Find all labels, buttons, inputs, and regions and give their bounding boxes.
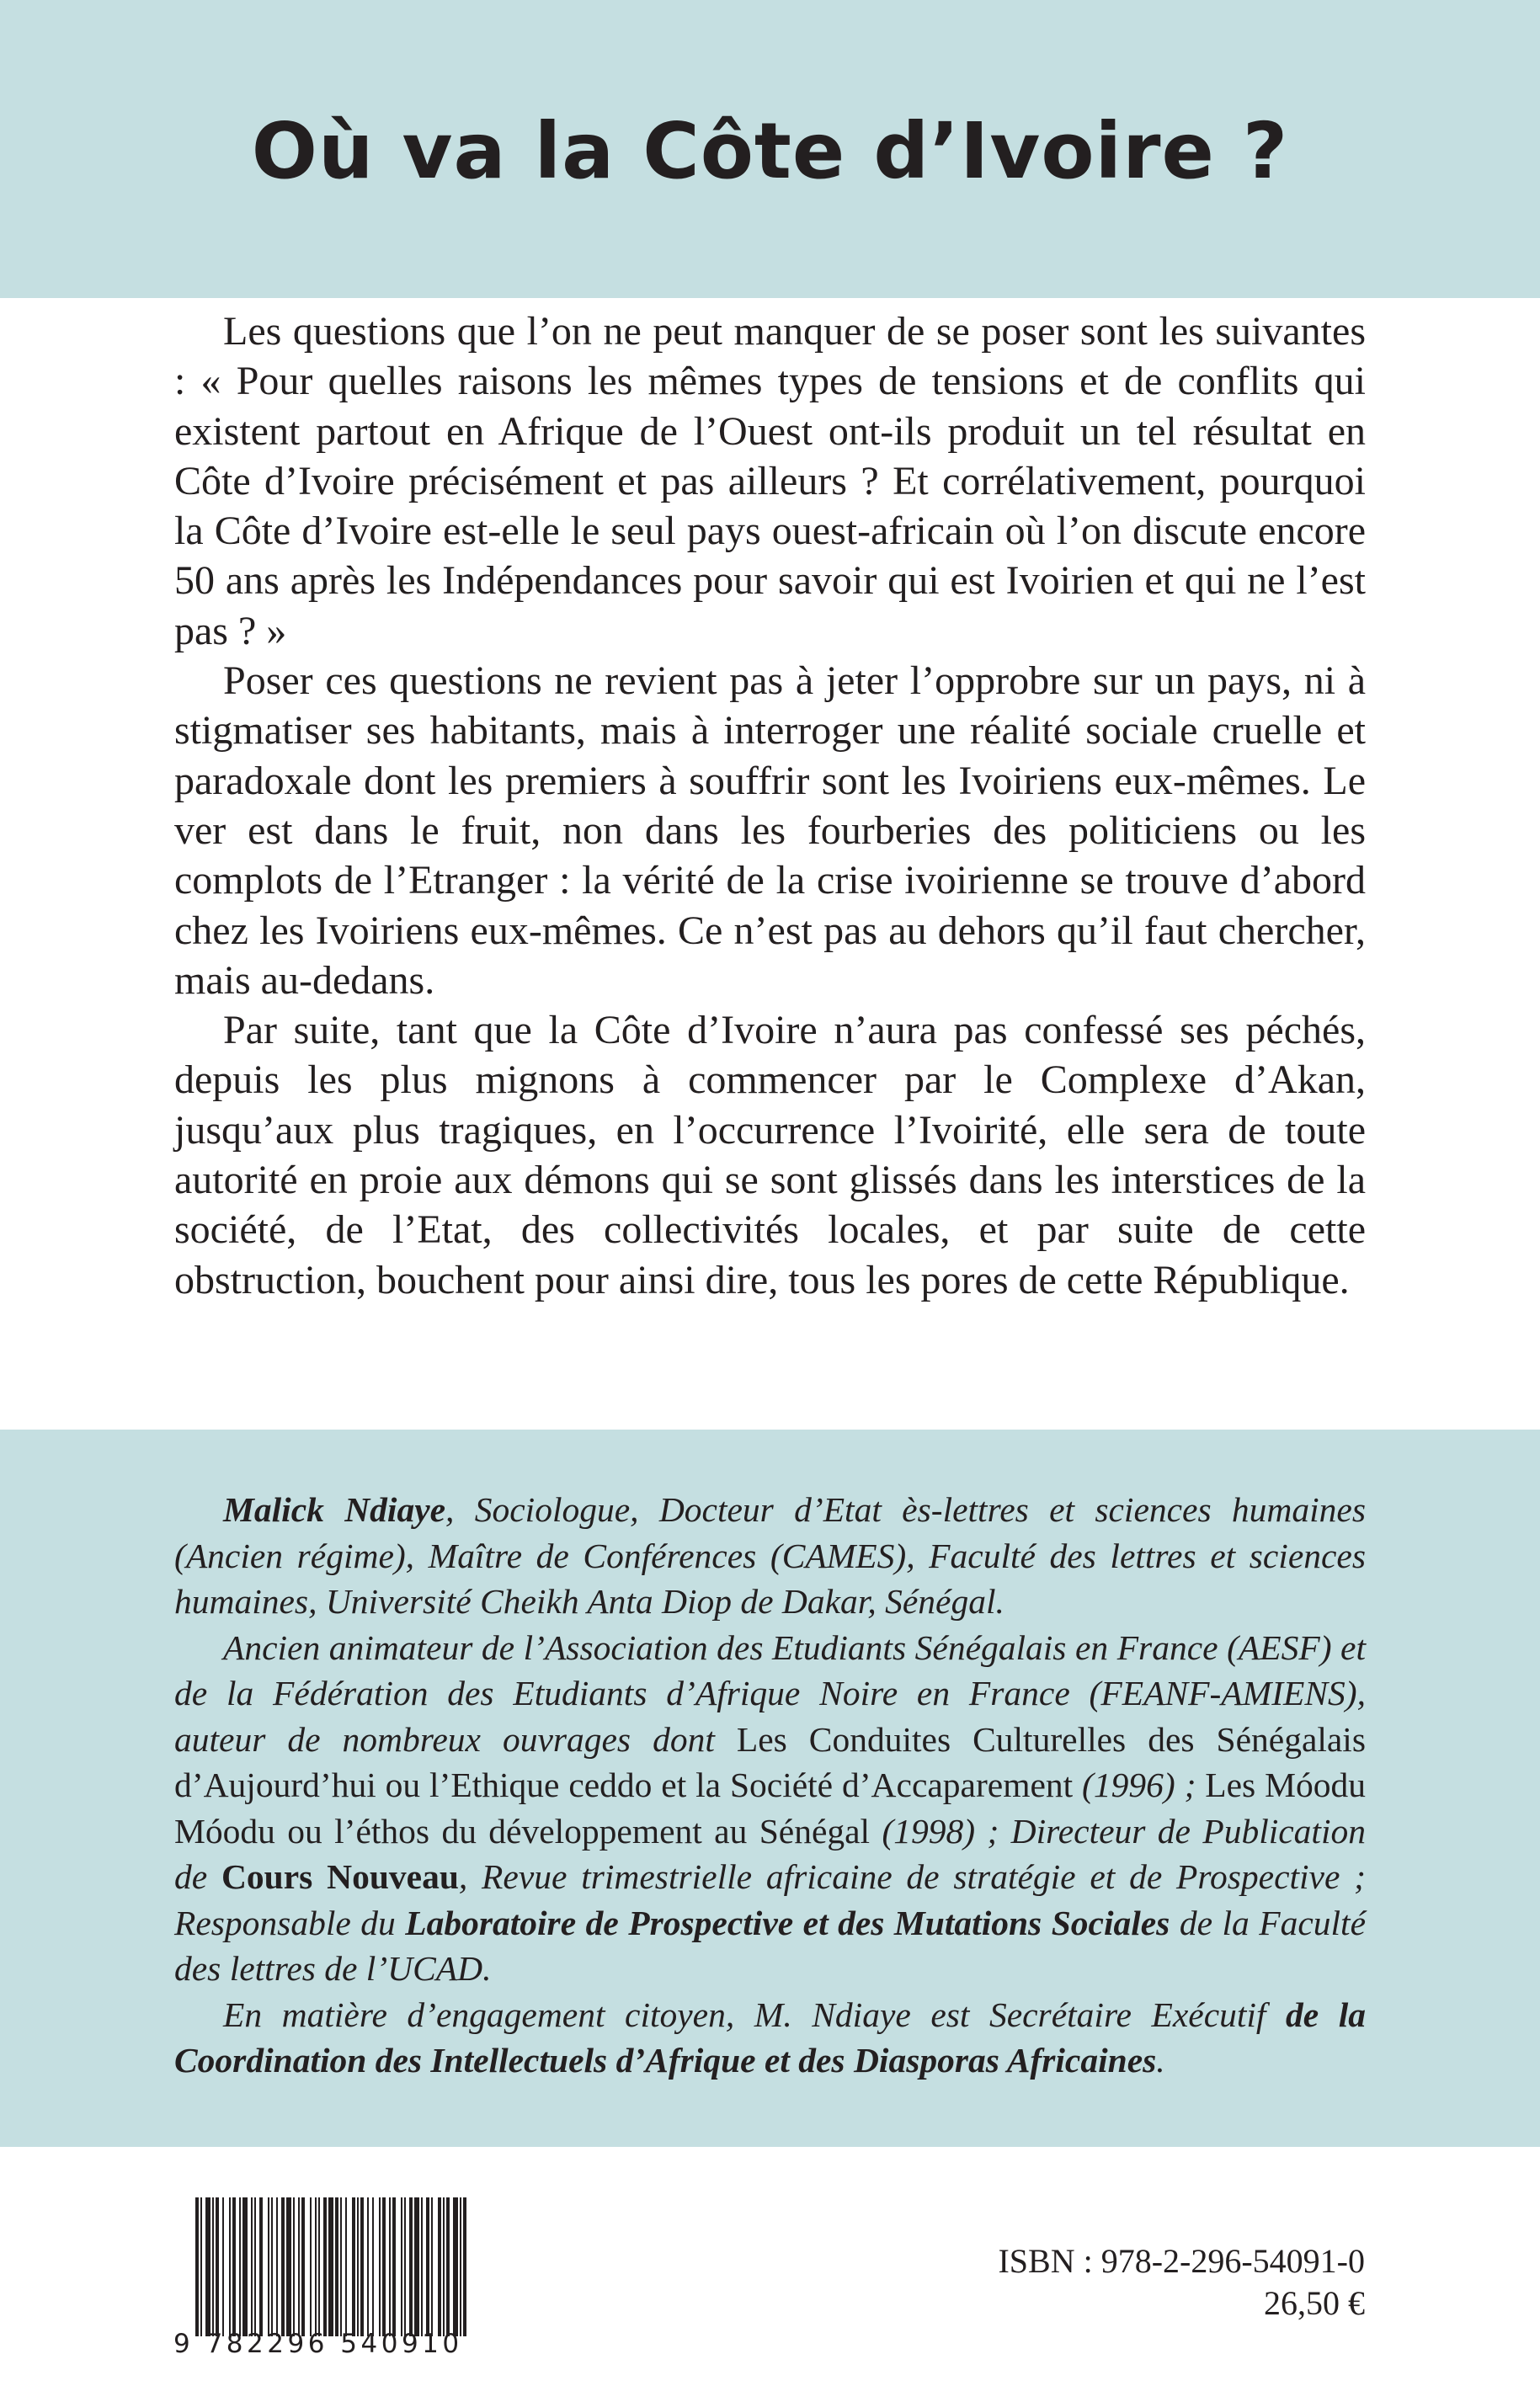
barcode-bar [315, 2197, 317, 2336]
barcode-bar [389, 2197, 391, 2336]
bio-paragraph [174, 1992, 1366, 2084]
barcode-bar [239, 2197, 241, 2336]
barcode-bar [276, 2197, 278, 2336]
barcode-bar [382, 2197, 386, 2336]
book-title-ref: Les Conduites Culturelles des Sénégalais d’Aujourd’hui ou l’Ethique ceddo et la Société d’Accaparement [174, 1719, 1366, 1804]
bio-text: . [1156, 2041, 1165, 2080]
barcode-bar [379, 2197, 381, 2336]
book-title-ref: Les Móodu Móodu ou l’éthos du développement au Sénégal [174, 1766, 1366, 1851]
bio-text: , Revue trimestrielle africaine de stratégie et de Prospective ; Responsable du [174, 1857, 1366, 1942]
barcode-bar [345, 2197, 347, 2336]
back-cover-summary [174, 306, 1366, 1305]
barcode-bar [251, 2197, 253, 2336]
bio-text: (1996) ; [1073, 1766, 1206, 1804]
barcode-bar [232, 2197, 236, 2336]
barcode-bar [426, 2197, 429, 2336]
barcode-bar [328, 2197, 333, 2336]
barcode-bar [318, 2197, 320, 2336]
bio-paragraph [174, 1625, 1366, 1992]
barcode-bar [443, 2197, 445, 2336]
barcode-bar [281, 2197, 285, 2336]
journal-name: Cours Nouveau [221, 1857, 459, 1896]
isbn: ISBN : 978-2-296-54091-0 [998, 2242, 1365, 2280]
barcode-bar [216, 2197, 219, 2336]
barcode-bar [293, 2197, 295, 2336]
book-title: Où va la Côte d’Ivoire ? [251, 106, 1289, 196]
barcode-bar [352, 2197, 355, 2336]
summary-paragraph: Poser ces questions ne revient pas à jeter l’opprobre sur un pays, ni à stigmatiser ses habitants, mais à interroger une réalité sociale cruelle et paradoxale dont les premiers à souffrir sont les Ivoiriens eux-mêmes. Le ver est dans le fruit, non dans les fourberies des politiciens ou les complots de l’Etranger : la vérité de la crise ivoirienne se trouve d’abord chez les Ivoiriens eux-mêmes. Ce n’est pas au dehors qu’il faut chercher, mais au-dedans. [174, 658, 1366, 1003]
barcode-bar [460, 2197, 461, 2336]
barcode-bar [205, 2197, 210, 2336]
barcode-bar [212, 2197, 214, 2336]
barcode-bar [360, 2197, 364, 2336]
barcode-bar [392, 2197, 396, 2336]
barcode-bar [401, 2197, 402, 2336]
bio-paragraph [174, 1487, 1366, 1625]
barcode-bar [414, 2197, 419, 2336]
barcode-bar [323, 2197, 327, 2336]
barcode-bar [446, 2197, 450, 2336]
barcode-bar [372, 2197, 374, 2336]
barcode-digits: 9 782296 540910 [173, 2329, 463, 2359]
bio-text: (1998) ; Directeur de Publication de [174, 1811, 1366, 1896]
barcode-bar [357, 2197, 359, 2336]
barcode-bar [463, 2197, 466, 2336]
barcode-bar [404, 2197, 406, 2336]
barcode-bar [298, 2197, 300, 2336]
author-bio [174, 1487, 1366, 2084]
price: 26,50 € [1264, 2284, 1365, 2322]
summary-paragraph: Par suite, tant que la Côte d’Ivoire n’aura pas confessé ses péchés, depuis les plus mignons à commencer par le Complexe d’Akan, jusqu’aux plus tragiques, en l’occurrence l’Ivoirité, elle sera de toute autorité en proie aux démons qui se sont glissés dans les interstices de la société, de l’Etat, des collectivités locales, et par suite de cette obstruction, bouchent pour ainsi dire, tous les pores de cette République. [174, 1008, 1366, 1302]
author-name: Malick Ndiaye [223, 1490, 446, 1529]
barcode-bar [310, 2197, 312, 2336]
barcode-bar [222, 2197, 224, 2336]
barcode-bar [286, 2197, 291, 2336]
barcode-bar [340, 2197, 342, 2336]
barcode-bar [409, 2197, 413, 2336]
laboratory-name: Laboratoire de Prospective et des Mutations Sociales [405, 1903, 1170, 1942]
barcode-bar [301, 2197, 305, 2336]
barcode-bar [242, 2197, 248, 2336]
barcode-bar [367, 2197, 369, 2336]
barcode-bar [421, 2197, 423, 2336]
barcode-bar [229, 2197, 231, 2336]
barcode-bar [438, 2197, 441, 2336]
summary-paragraph: Les questions que l’on ne peut manquer de se poser sont les suivantes : « Pour quelles raisons les mêmes types de tensions et de conflits qui existent partout en Afrique de l’Ouest ont-ils produit un tel résultat en Côte d’Ivoire précisément et pas ailleurs ? Et corrélativement, pourquoi la Côte d’Ivoire est-elle le seul pays ouest-africain où l’on discute encore 50 ans après les Indépendances pour savoir qui est Ivoirien et qui ne l’est pas ? » [174, 309, 1366, 653]
barcode-bar [335, 2197, 338, 2336]
barcode-bar [195, 2197, 199, 2336]
bio-text: Ancien animateur de l’Association des Etudiants Sénégalais en France (AESF) et de la Fédération des Etudiants d’Afrique Noire en France (FEANF-AMIENS), auteur de nombreux ouvrages dont [174, 1627, 1366, 1759]
bio-text: de la Faculté des lettres de l’UCAD. [174, 1903, 1366, 1988]
barcode-bar [271, 2197, 273, 2336]
barcode-bar [254, 2197, 256, 2336]
barcode-bar [268, 2197, 269, 2336]
bio-text: En matière d’engagement citoyen, M. Ndiaye est Secrétaire Exécutif [223, 1995, 1286, 2034]
barcode-bar [431, 2197, 433, 2336]
organization-name: de la Coordination des Intellectuels d’Afrique et des Diasporas Africaines [174, 1995, 1366, 2080]
bio-text: , Sociologue, Docteur d’Etat ès-lettres et sciences humaines (Ancien régime), Maître de Conférences (CAMES), Faculté des lettres et sciences humaines, Université Cheikh Anta Diop de Dakar, Sénégal. [174, 1490, 1366, 1621]
barcode-bar [453, 2197, 458, 2336]
barcode-bar [259, 2197, 263, 2336]
barcode [195, 2197, 468, 2336]
barcode-bar [200, 2197, 202, 2336]
